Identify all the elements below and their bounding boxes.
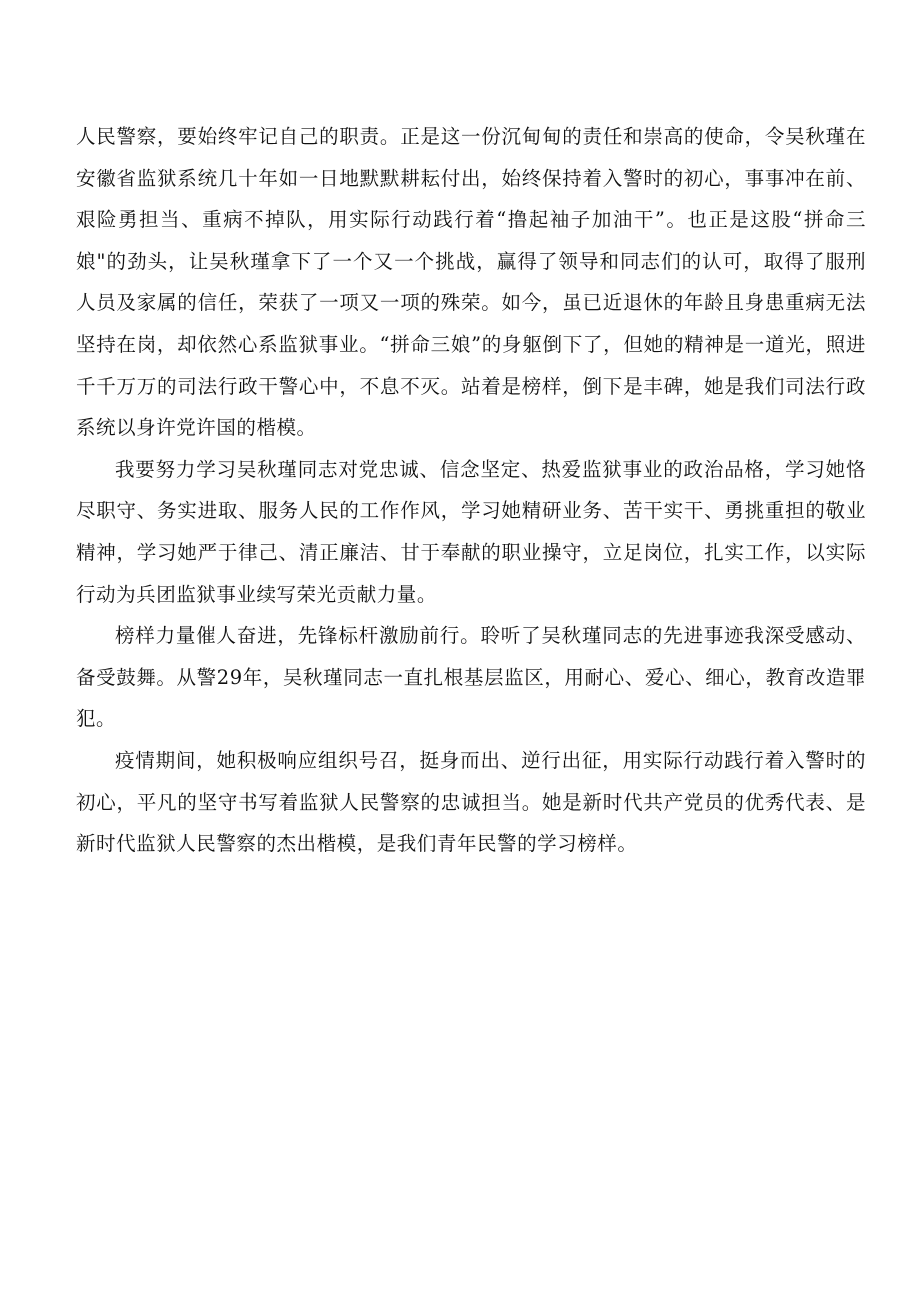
document-body [76,116,866,865]
paragraph-4: 疫情期间，她积极响应组织号召，挺身而出、逆行出征，用实际行动践行着入警时的初心，平凡的坚守书写着监狱人民警察的忠诚担当。她是新时代共产党员的优秀代表、是新时代监狱人民警察的杰出楷模，是我们青年民警的学习榜样。 [76,748,866,856]
paragraph-3: 榜样力量催人奋进，先锋标杆激励前行。聆听了吴秋瑾同志的先进事迹我深受感动、备受鼓舞。从警29年，吴秋瑾同志一直扎根基层监区，用耐心、爱心、细心，教育改造罪犯。 [76,624,866,731]
paragraph-1: 人民警察，要始终牢记自己的职责。正是这一份沉甸甸的责任和崇高的使命，令吴秋瑾在安徽省监狱系统几十年如一日地默默耕耘付出，始终保持着入警时的初心，事事冲在前、艰险勇担当、重病不掉队，用实际行动践行着“撸起袖子加油干”。也正是这股“拼命三娘"的劲头，让吴秋瑾拿下了一个又一个挑战，赢得了领导和同志们的认可，取得了服刑人员及家属的信任，荣获了一项又一项的殊荣。如今，虽已近退休的年龄且身患重病无法坚持在岗，却依然心系监狱事业。“拼命三娘”的身躯倒下了，但她的精神是一道光，照进千千万万的司法行政干警心中，不息不灭。站着是榜样，倒下是丰碑，她是我们司法行政系统以身许党许国的楷模。 [76,125,866,440]
paragraph-2: 我要努力学习吴秋瑾同志对党忠诚、信念坚定、热爱监狱事业的政治品格，学习她恪尽职守、务实进取、服务人民的工作作风，学习她精研业务、苦干实干、勇挑重担的敬业精神，学习她严于律己、清正廉洁、甘于奉献的职业操守，立足岗位，扎实工作，以实际行动为兵团监狱事业续写荣光贡献力量。 [76,457,866,606]
